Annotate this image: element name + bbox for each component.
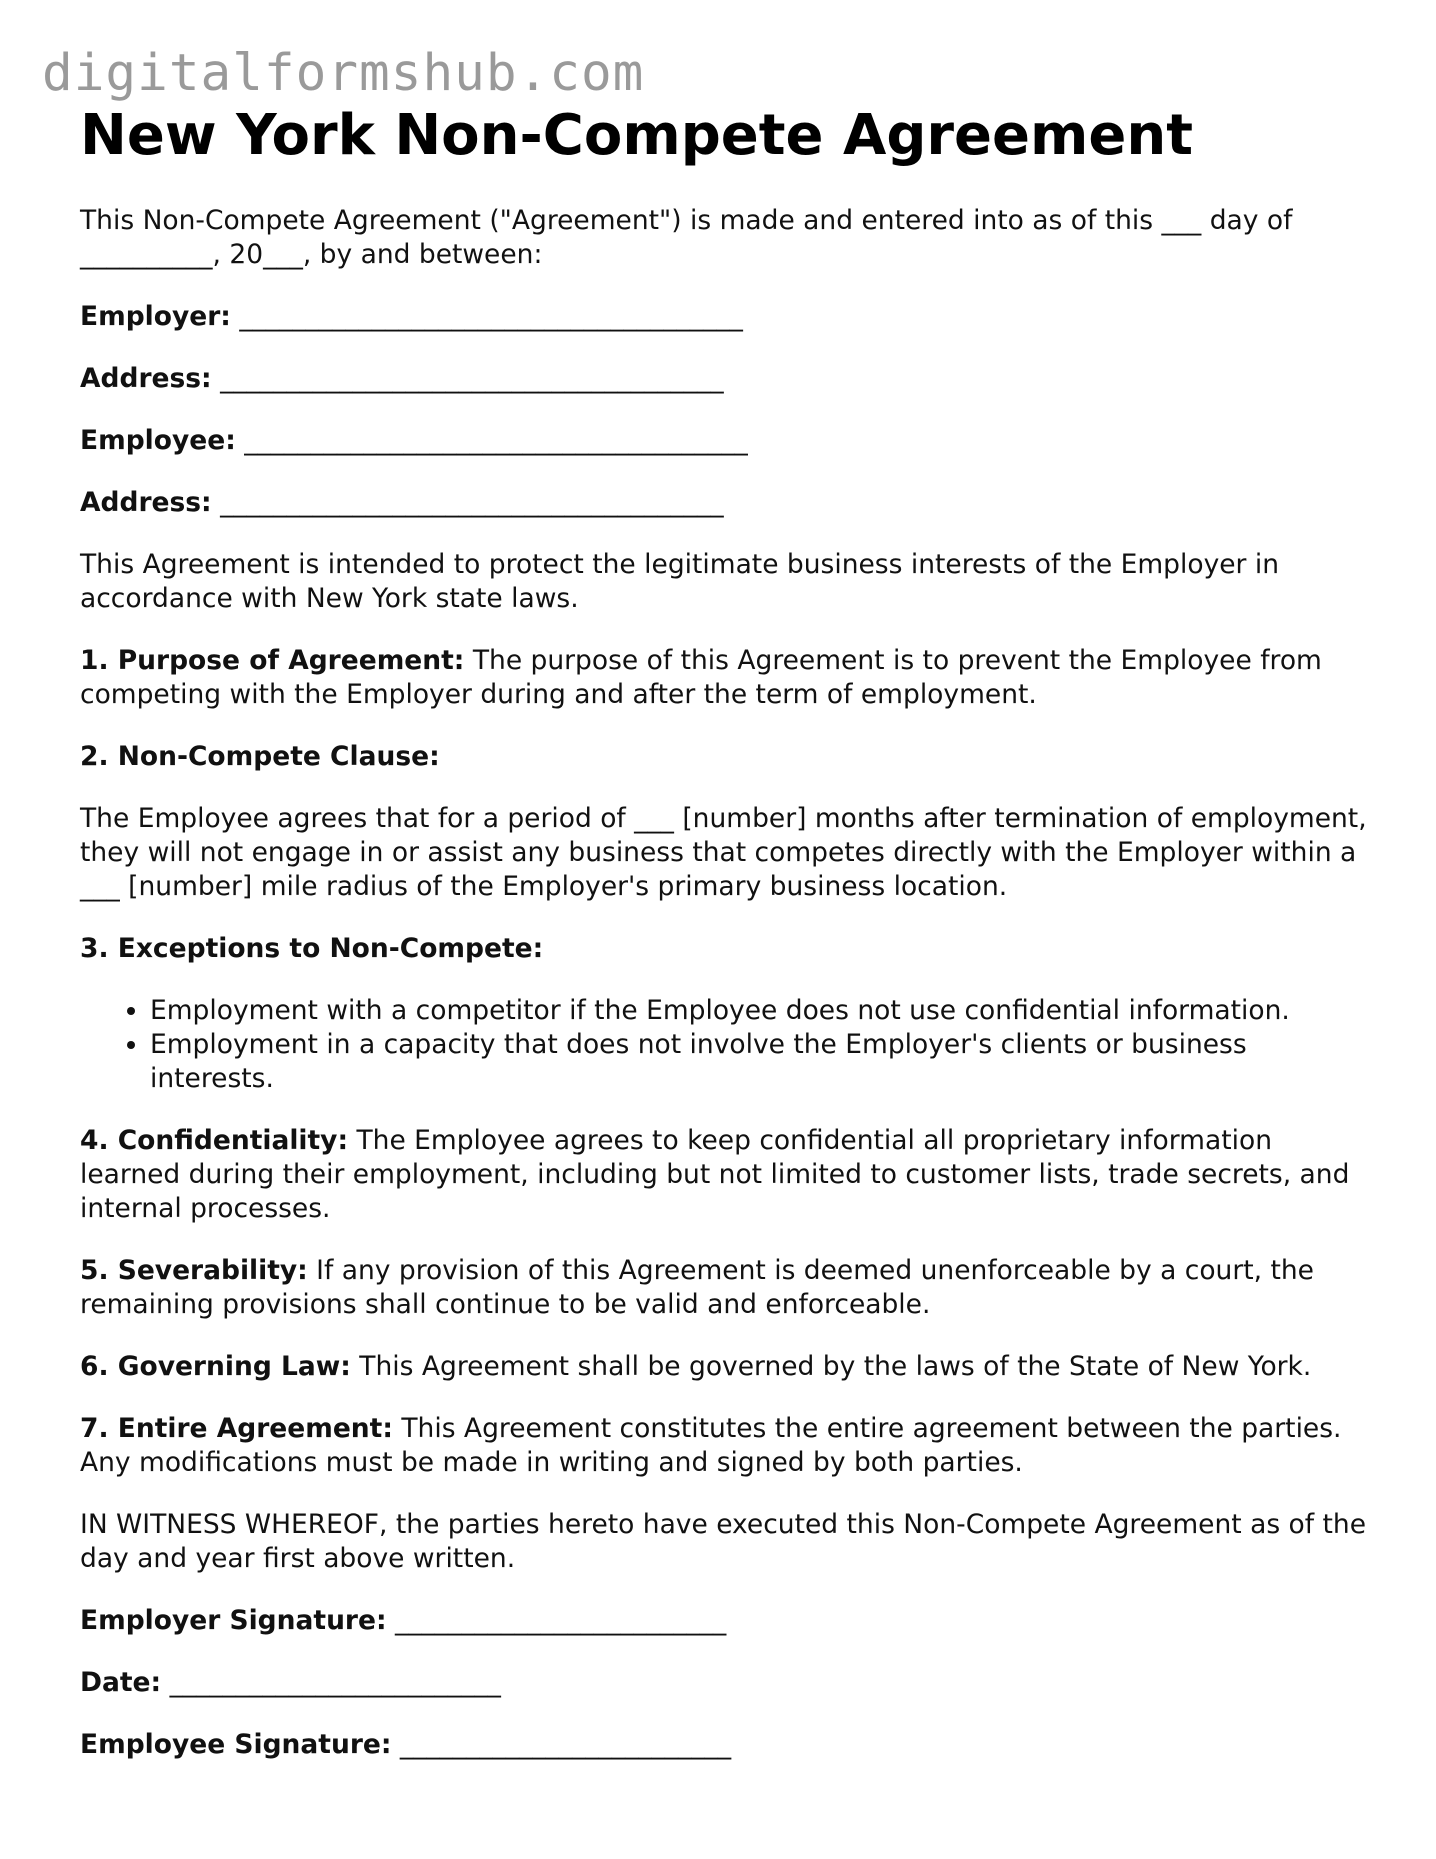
section-exceptions-heading [80, 932, 1370, 966]
employer-signature-label: Employer Signature: [80, 1605, 387, 1636]
section-non-compete-text: The Employee agrees that for a period of ___ [number] months after termination of employment, they will not engage in or assist any business that competes directly with the Employer within a ___ [number] mile radius of the Employer's primary business location. [80, 803, 1367, 902]
section-severability-text: If any provision of this Agreement is deemed unenforceable by a court, the remaining provisions shall continue to be valid and enforceable. [80, 1255, 1314, 1320]
employee-label: Employee: [80, 425, 236, 456]
section-governing-law-heading: 6. Governing Law: [80, 1351, 351, 1382]
section-purpose-text: The purpose of this Agreement is to prevent the Employee from competing with the Employer during and after the term of employment. [80, 645, 1322, 710]
document-title: New York Non-Compete Agreement [80, 103, 1193, 168]
date-field[interactable] [80, 1666, 1370, 1700]
employee-signature-blank[interactable]: _________________________ [399, 1729, 732, 1760]
date-blank[interactable]: _________________________ [169, 1667, 501, 1698]
employee-address-label: Address: [80, 487, 212, 518]
exceptions-list [80, 994, 1370, 1096]
section-governing-law [80, 1350, 1370, 1384]
employee-address-field[interactable] [80, 486, 1370, 520]
list-item: • Employment with a competitor if the Employee does not use confidential information. [150, 994, 1370, 1028]
employer-address-blank[interactable]: ______________________________________ [220, 363, 724, 394]
purpose-statement: This Agreement is intended to protect the legitimate business interests of the Employer in accordance with New York state laws. [80, 549, 1280, 614]
employer-signature-blank[interactable]: _________________________ [395, 1605, 727, 1636]
section-governing-law-text: This Agreement shall be governed by the laws of the State of New York. [350, 1351, 1312, 1382]
employer-address-field[interactable] [80, 362, 1370, 396]
witness-paragraph: IN WITNESS WHEREOF, the parties hereto have executed this Non-Compete Agreement as of the day and year first above written. [80, 1509, 1367, 1574]
section-entire-agreement-heading: 7. Entire Agreement: [80, 1413, 393, 1444]
list-item: • Employment in a capacity that does not involve the Employer's clients or business interests. [150, 1028, 1370, 1096]
section-severability-heading: 5. Severability: [80, 1255, 308, 1286]
document-page [80, 100, 1370, 1762]
section-confidentiality-heading: 4. Confidentiality: [80, 1125, 349, 1156]
intro-paragraph: This Non-Compete Agreement ("Agreement") is made and entered into as of this ___ day of __________, 20___, by and between: [80, 205, 1293, 270]
employer-signature-field[interactable] [80, 1604, 1370, 1638]
section-entire-agreement-text: This Agreement constitutes the entire agreement between the parties. Any modifications must be made in writing and signed by both parties. [80, 1413, 1342, 1478]
employee-signature-field[interactable] [80, 1728, 1370, 1762]
section-purpose [80, 644, 1370, 712]
section-entire-agreement [80, 1412, 1370, 1480]
section-severability [80, 1254, 1370, 1322]
section-confidentiality [80, 1124, 1370, 1226]
employee-field[interactable] [80, 424, 1370, 458]
employer-label: Employer: [80, 301, 231, 332]
section-non-compete-heading-text: 2. Non-Compete Clause: [80, 741, 440, 772]
date-label: Date: [80, 1667, 162, 1698]
employer-address-label: Address: [80, 363, 212, 394]
employer-field[interactable] [80, 300, 1370, 334]
section-purpose-heading: 1. Purpose of Agreement: [80, 645, 465, 676]
employee-address-blank[interactable]: ______________________________________ [220, 487, 724, 518]
employee-blank[interactable]: ______________________________________ [244, 425, 748, 456]
section-exceptions-heading-text: 3. Exceptions to Non-Compete: [80, 933, 544, 964]
section-non-compete-heading [80, 740, 1370, 774]
watermark: digitalformshub.com [42, 44, 645, 103]
employer-blank[interactable]: ______________________________________ [239, 301, 743, 332]
employee-signature-label: Employee Signature: [80, 1729, 392, 1760]
section-confidentiality-text: The Employee agrees to keep confidential all proprietary information learned during their employment, including but not limited to customer lists, trade secrets, and internal processes. [80, 1125, 1350, 1224]
